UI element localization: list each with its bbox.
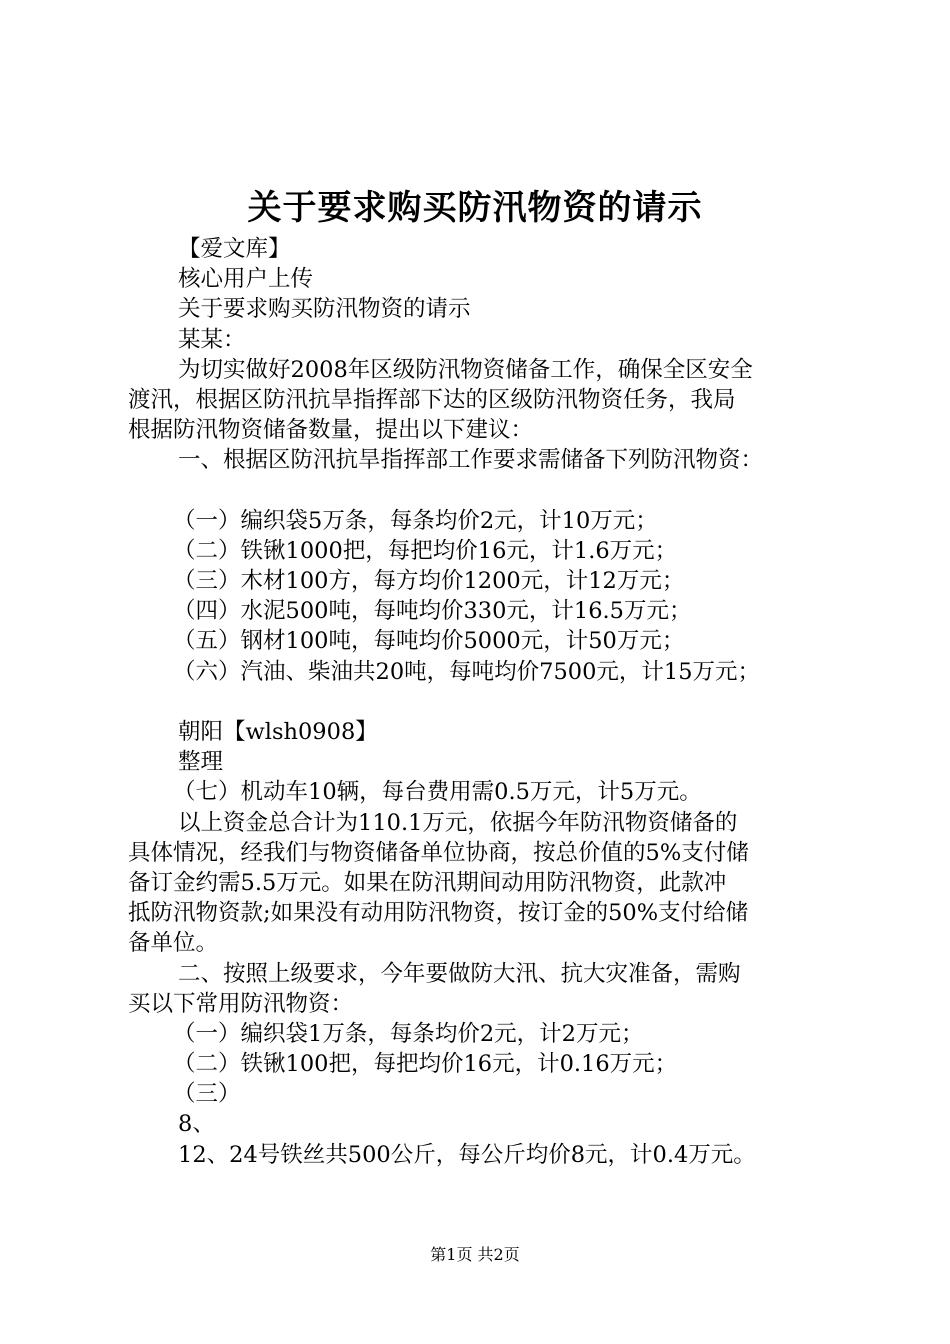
list-item: （一）编织袋5万条，每条均价2元，计10万元； (173, 507, 658, 534)
paragraph-line: 为切实做好2008年区级防汛物资储备工作，确保全区安全 (178, 356, 753, 383)
subtitle-line: 关于要求购买防汛物资的请示 (178, 296, 471, 323)
list-item: （三）木材100方，每方均价1200元，计12万元； (173, 568, 685, 595)
list-item: （四）水泥500吨，每吨均价330元，计16.5万元； (173, 598, 692, 625)
list-item: （一）编织袋1万条，每条均价2元，计2万元； (173, 1020, 644, 1047)
watermark-note: 朝阳【wlsh0908】 (178, 719, 378, 745)
blank-line (128, 687, 848, 717)
section-heading: 一、根据区防汛抗旱指挥部工作要求需储备下列防汛物资： (178, 447, 764, 474)
blank-line (128, 476, 848, 506)
document-body (128, 234, 848, 1170)
list-item: （三） (173, 1081, 241, 1108)
list-item: （七）机动车10辆，每台费用需0.5万元，计5万元。 (173, 779, 702, 806)
list-item: （二）铁锹1000把，每把均价16元，计1.6万元； (173, 537, 678, 564)
paragraph-line: 具体情况，经我们与物资储备单位协商，按总价值的5%支付储 (128, 839, 749, 866)
paragraph-line: 根据防汛物资储备数量，提出以下建议： (128, 417, 534, 444)
paragraph-line: 以上资金总合计为110.1万元，依据今年防汛物资储备的 (178, 809, 738, 836)
document-title: 关于要求购买防汛物资的请示 (247, 188, 703, 228)
uploader-note: 核心用户上传 (178, 266, 314, 293)
paragraph-line: 渡汛，根据区防汛抗旱指挥部下达的区级防汛物资任务，我局 (128, 386, 736, 413)
list-item: 12、24号铁丝共500公斤，每公斤均价8元，计0.4万元。 (178, 1141, 756, 1168)
page-footer: 第1页 共2页 (430, 1245, 520, 1264)
list-item: （二）铁锹100把，每把均价16元，计0.16万元； (173, 1051, 678, 1078)
section-heading: 二、按照上级要求，今年要做防大汛、抗大灾准备，需购 (178, 960, 741, 987)
paragraph-line: 备订金约需5.5万元。如果在防汛期间动用防汛物资，此款冲 (128, 869, 727, 896)
paragraph-line: 买以下常用防汛物资： (128, 990, 354, 1017)
watermark-note: 整理 (178, 749, 224, 776)
source-tag: 【爱文库】 (178, 236, 291, 262)
paragraph-line: 备单位。 (128, 930, 219, 957)
salutation: 某某： (178, 326, 246, 353)
list-item: （六）汽油、柴油共20吨，每吨均价7500元，计15万元； (173, 658, 761, 685)
paragraph-line: 抵防汛物资款;如果没有动用防汛物资，按订金的50%支付给储 (128, 900, 749, 927)
list-item: 8、 (178, 1111, 215, 1138)
list-item: （五）钢材100吨，每吨均价5000元，计50万元； (173, 628, 685, 655)
